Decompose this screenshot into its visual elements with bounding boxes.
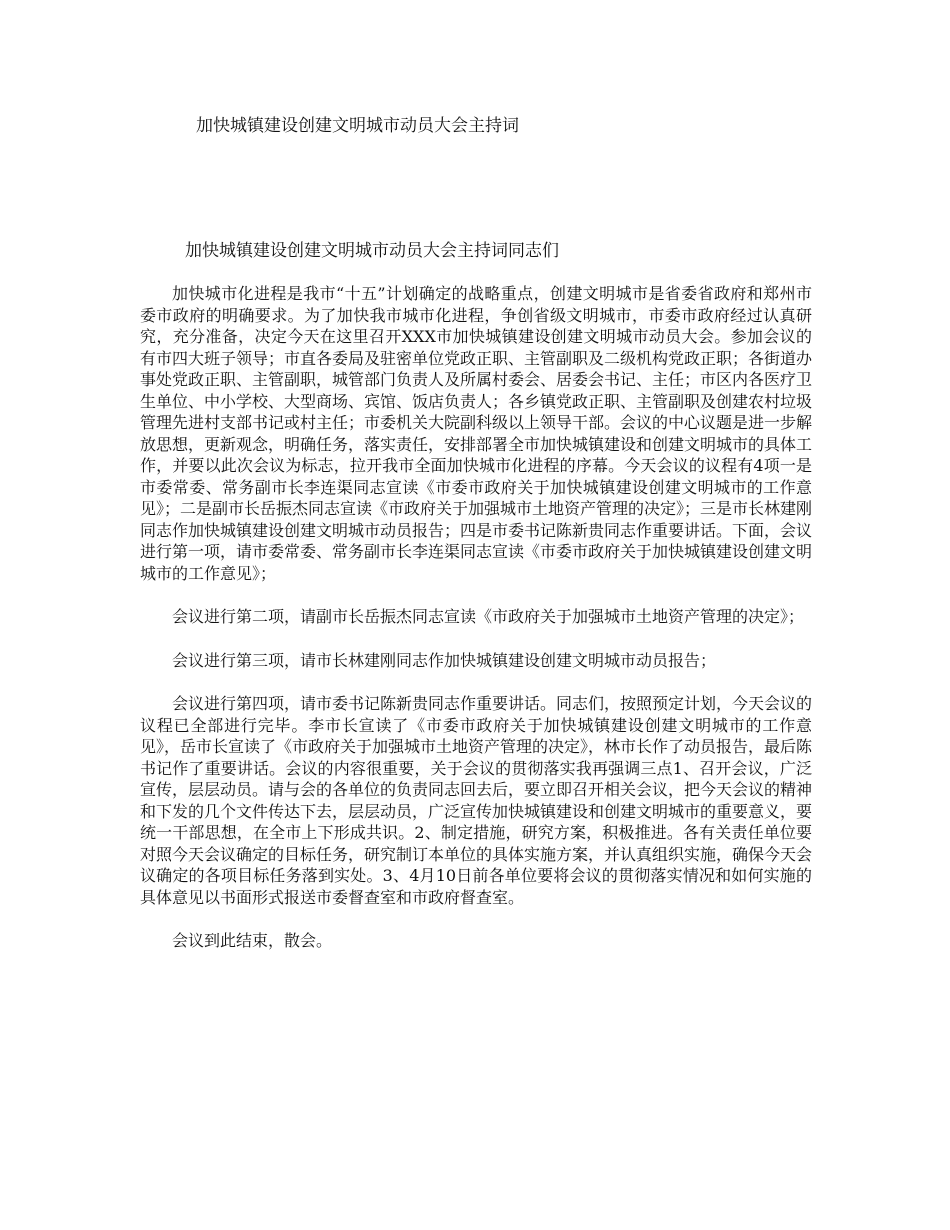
document-title: 加快城镇建设创建文明城市动员大会主持词 (196, 116, 519, 136)
paragraph-closing: 会议到此结束，散会。 (172, 931, 333, 950)
paragraph-agenda-item-3: 会议进行第三项，请市长林建刚同志作加快城镇建设创建文明城市动员报告； (172, 650, 717, 670)
document-body (140, 283, 812, 974)
paragraph-agenda-item-4: 会议进行第四项，请市委书记陈新贵同志作重要讲话。同志们，按照预定计划，今天会议的议程已全部进行完毕。李市长宣读了《市委市政府关于加快城镇建设创建文明城市的工作意见》，岳市长宣读了《市政府关于加强城市土地资产管理的决定》，林市长作了动员报告，最后陈书记作了重要讲话。会议的内容很重要，关于会议的贯彻落实我再强调三点1、召开会议，广泛宣传，层层动员。请与会的各单位的负责同志回去后，要立即召开相关会议，把今天会议的精神和下发的几个文件传达下去，层层动员，广泛宣传加快城镇建设和创建文明城市的重要意义，要统一干部思想，在全市上下形成共识。2、制定措施，研究方案，积极推进。各有关责任单位要对照今天会议确定的目标任务，研究制订本单位的具体实施方案，并认真组织实施，确保今天会议确定的各项目标任务落到实处。3、4月10日前各单位要将会议的贯彻落实情况和如何实施的具体意见以书面形式报送市委督查室和市政府督查室。 (140, 694, 813, 907)
paragraph-agenda-item-2: 会议进行第二项，请副市长岳振杰同志宣读《市政府关于加强城市土地资产管理的决定》； (172, 607, 805, 626)
document-subtitle: 加快城镇建设创建文明城市动员大会主持词同志们 (185, 241, 559, 261)
paragraph-opening: 加快城市化进程是我市“十五”计划确定的战略重点，创建文明城市是省委省政府和郑州市委市政府的明确要求。为了加快我市城市化进程，争创省级文明城市，市委市政府经过认真研究，充分准备，决定今天在这里召开XXX市加快城镇建设创建文明城市动员大会。参加会议的有市四大班子领导；市直各委局及驻密单位党政正职、主管副职及二级机构党政正职；各街道办事处党政正职、主管副职，城管部门负责人及所属村委会、居委会书记、主任；市区内各医疗卫生单位、中小学校、大型商场、宾馆、饭店负责人；各乡镇党政正职、主管副职及创建农村垃圾管理先进村支部书记或村主任；市委机关大院副科级以上领导干部。会议的中心议题是进一步解放思想，更新观念，明确任务，落实责任，安排部署全市加快城镇建设和创建文明城市的具体工作，并要以此次会议为标志，拉开我市全面加快城市化进程的序幕。今天会议的议程有4项一是市委常委、常务副市长李连渠同志宣读《市委市政府关于加快城镇建设创建文明城市的工作意见》；二是副市长岳振杰同志宣读《市政府关于加强城市土地资产管理的决定》；三是市长林建刚同志作加快城镇建设创建文明城市动员报告；四是市委书记陈新贵同志作重要讲话。下面，会议进行第一项，请市委常委、常务副市长李连渠同志宣读《市委市政府关于加快城镇建设创建文明城市的工作意见》； (140, 284, 813, 583)
